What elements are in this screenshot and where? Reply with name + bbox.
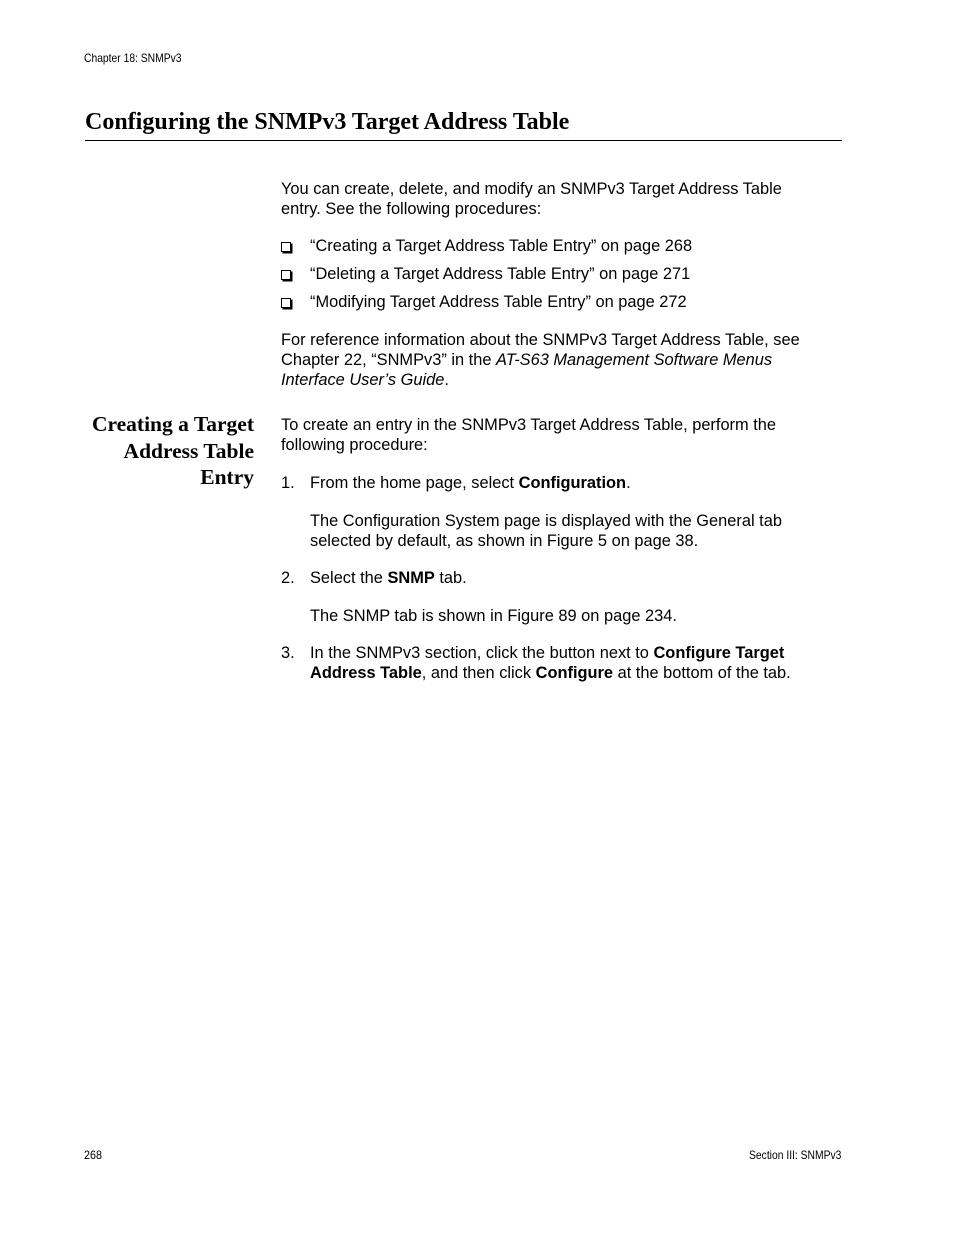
checkbox-bullet-icon — [281, 298, 291, 308]
guide-title-part-2: Interface User’s Guide — [281, 371, 445, 389]
page-title: Configuring the SNMPv3 Target Address Table — [85, 109, 570, 135]
procedure-link-text[interactable]: “Creating a Target Address Table Entry” on page 268 — [310, 237, 693, 255]
section-heading-line-1: Creating a Target — [91, 412, 254, 436]
procedure-link-text[interactable]: “Modifying Target Address Table Entry” on page 272 — [310, 293, 687, 311]
configuration-label: Configuration — [518, 474, 627, 492]
intro-line-1: You can create, delete, and modify an SNMPv3 Target Address Table — [281, 180, 782, 198]
step-1-text: From the home page, select Configuration. — [310, 474, 631, 492]
address-table-label: Address Table — [310, 664, 422, 682]
section-intro-line-2: following procedure: — [281, 436, 428, 454]
guide-title-part-1: AT-S63 Management Software Menus — [496, 351, 773, 369]
reference-line-1: For reference information about the SNMPv3 Target Address Table, see — [281, 331, 800, 349]
checkbox-bullet-icon — [281, 270, 291, 280]
running-footer: Section III: SNMPv3 — [748, 1148, 841, 1162]
step-number: 1. — [281, 474, 295, 492]
checkbox-bullet-icon — [281, 242, 291, 252]
title-rule — [85, 140, 842, 141]
section-intro-line-1: To create an entry in the SNMPv3 Target Address Table, perform the — [281, 416, 777, 434]
snmp-tab-label: SNMP — [387, 569, 435, 587]
configure-button-label: Configure — [535, 664, 614, 682]
reference-paragraph — [281, 330, 841, 390]
running-header: Chapter 18: SNMPv3 — [84, 51, 182, 65]
procedure-link-text[interactable]: “Deleting a Target Address Table Entry” on page 271 — [310, 265, 691, 283]
step-2-note: The SNMP tab is shown in Figure 89 on page 234. — [310, 607, 677, 625]
section-heading-line-2: Address Table — [123, 438, 254, 463]
section-heading-line-3: Entry — [200, 465, 254, 489]
step-number: 3. — [281, 644, 295, 662]
configure-target-label: Configure Target — [653, 644, 785, 662]
reference-line-2: Chapter 22, “SNMPv3” in the — [281, 351, 496, 369]
section-intro — [281, 415, 841, 455]
step-1-note: The Configuration System page is displayed with the General tab selected by default, as shown in Figure 5 on page 38. — [310, 512, 782, 550]
step-2-text: Select the SNMP tab. — [310, 569, 467, 587]
page-number: 268 — [84, 1148, 103, 1162]
section-heading — [54, 411, 254, 491]
reference-period: . — [444, 371, 449, 389]
step-number: 2. — [281, 569, 295, 587]
intro-paragraph — [281, 179, 841, 219]
intro-line-2: entry. See the following procedures: — [281, 200, 542, 218]
step-3-text: In the SNMPv3 section, click the button next to Configure Target Address Table, and then click Configure at the bottom of the tab. — [310, 644, 791, 682]
